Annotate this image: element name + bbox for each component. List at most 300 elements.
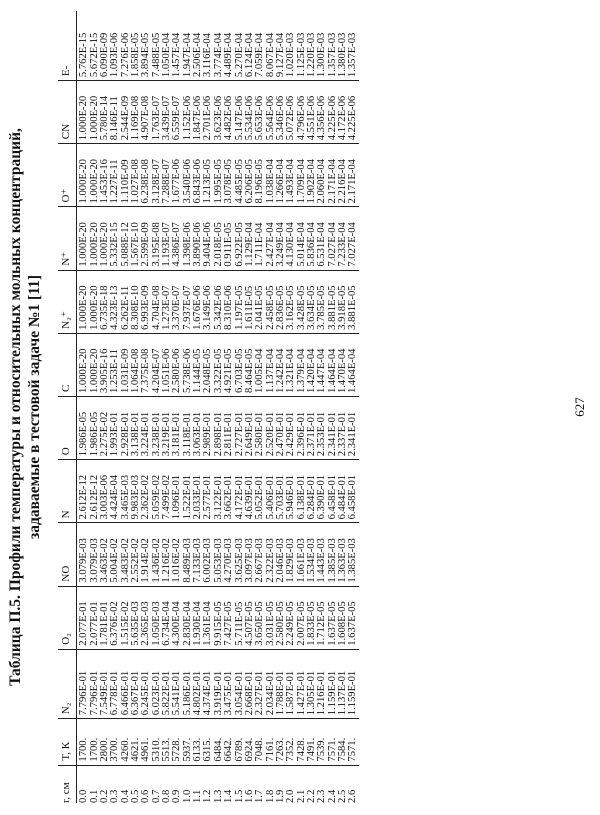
table-cell: 5.147E-06: [235, 81, 245, 144]
table-cell: 2.727E-01: [235, 397, 245, 460]
table-cell: 1.534E-03: [307, 523, 317, 586]
table-cell: 6.124E-04: [245, 11, 255, 81]
table-cell: 1.020E-03: [286, 11, 296, 81]
table-cell: 1.000E-20: [77, 333, 90, 396]
table-cell: 3.078E-05: [224, 144, 234, 207]
table-cell: 4.507E-05: [245, 586, 255, 649]
table-cell: 1.300E-03: [317, 11, 327, 81]
table-cell: 3.003E-06: [100, 460, 110, 523]
table-cell: 7571.: [328, 719, 338, 765]
table-cell: 2.577E-01: [203, 460, 213, 523]
table-cell: 6.559E-07: [172, 81, 182, 144]
table-cell: 4.374E-01: [203, 649, 213, 719]
table-cell: 2.216E-04: [338, 144, 348, 207]
table-cell: 4.802E-01: [193, 649, 203, 719]
table-cell: 7263.: [276, 719, 286, 765]
table-cell: 1.711E-04: [255, 207, 265, 270]
table-cell: 8.310E-06: [224, 270, 234, 333]
table-cell: 7.796E-01: [90, 649, 100, 719]
table-cell: 2.811E-01: [224, 397, 234, 460]
table-cell: 6.458E-01: [328, 460, 338, 523]
table-cell: 3.149E-06: [203, 270, 213, 333]
table-cell: 2.506E-04: [193, 11, 203, 81]
table-cell: 1.000E-20: [90, 333, 100, 396]
table-cell: 2.034E-01: [266, 649, 276, 719]
table-cell: 3.540E-06: [183, 144, 193, 207]
table-cell: 2.701E-06: [203, 81, 213, 144]
table-cell: 0.9: [171, 789, 183, 803]
table-cell: 5.822E-01: [162, 649, 172, 719]
table-cell: 4.172E-06: [338, 81, 348, 144]
table-cell: 3.439E-07: [162, 81, 172, 144]
table-cell: 1.357E-03: [348, 11, 358, 81]
table-cell: 2.371E-01: [307, 397, 317, 460]
table-cell: 2.033E-01: [193, 460, 203, 523]
table-cell: 1.902E-04: [307, 144, 317, 207]
table-cell: 1.159E-01: [348, 649, 358, 719]
table-cell: 5.072E-06: [286, 81, 296, 144]
column-header: N⁺: [58, 207, 77, 270]
table-cell: 2.470E-01: [276, 397, 286, 460]
table-cell: 6.531E-04: [317, 207, 327, 270]
table-body: [77, 11, 359, 803]
table-cell: 6.735E-18: [100, 270, 110, 333]
table-row: [348, 11, 358, 803]
table-cell: 1.763E-07: [152, 81, 162, 144]
table-cell: 1.000E-20: [90, 144, 100, 207]
table-cell: 1.587E-01: [286, 649, 296, 719]
table-cell: 2.649E-01: [245, 397, 255, 460]
table-cell: 2.362E-02: [141, 460, 151, 523]
table-cell: 1.676E-06: [193, 270, 203, 333]
table-cell: 1.129E-04: [245, 207, 255, 270]
table-cell: 1.0: [181, 789, 193, 803]
table-cell: 6.002E-03: [203, 523, 213, 586]
table-cell: 6.238E-08: [141, 144, 151, 207]
table-cell: 7.796E-01: [77, 649, 90, 719]
table-cell: 3.881E-05: [328, 270, 338, 333]
table-cell: 6.262E-11: [121, 270, 131, 333]
table-cell: 1.379E-04: [297, 333, 307, 396]
table-cell: 3.634E-05: [307, 270, 317, 333]
table-cell: 1.361E-04: [203, 586, 213, 649]
table-cell: 2.018E-05: [214, 207, 224, 270]
column-header: N₂: [58, 649, 77, 719]
table-cell: 4.485E-05: [235, 144, 245, 207]
table-cell: 3.079E-03: [77, 523, 90, 586]
table-cell: 2.580E-06: [172, 333, 182, 396]
table-cell: 3.249E-04: [276, 207, 286, 270]
table-cell: 2.3: [316, 789, 328, 803]
table-cell: 4.386E-07: [172, 207, 182, 270]
table-row: [224, 11, 234, 803]
table-cell: 6.245E-01: [141, 649, 151, 719]
table-cell: 1.858E-05: [131, 11, 141, 81]
table-cell: 7584.: [338, 719, 348, 765]
table-cell: 2.171E-04: [348, 144, 358, 207]
table-cell: 7048.: [255, 719, 265, 765]
table-cell: 5.014E-04: [297, 207, 307, 270]
table-cell: 0.5: [130, 789, 142, 803]
table-cell: 2.275E-02: [100, 397, 110, 460]
table-cell: 3.138E-01: [131, 397, 141, 460]
title-lead: Таблица П.5.: [7, 595, 24, 686]
table-cell: 7.133E-03: [193, 523, 203, 586]
table-cell: 3.905E-16: [100, 333, 110, 396]
table-cell: 3.224E-01: [141, 397, 151, 460]
table-cell: 0.3: [109, 789, 121, 803]
table-cell: 0.2: [99, 789, 111, 803]
table-cell: 2.249E-05: [286, 586, 296, 649]
table-cell: 1.493E-04: [286, 144, 296, 207]
table-cell: 3.890E-06: [193, 207, 203, 270]
table-cell: 1.213E-05: [203, 144, 213, 207]
table-cell: 1.000E-20: [90, 81, 100, 144]
table-cell: 3.128E-07: [152, 144, 162, 207]
table-cell: 1.833E-05: [307, 586, 317, 649]
table-cell: 6.390E-01: [317, 460, 327, 523]
table-cell: 2.427E-04: [266, 207, 276, 270]
title-text-1: Профили температуры и относительных мольных концентраций,: [7, 128, 24, 592]
table-cell: 1.947E-04: [183, 11, 193, 81]
column-header: E-: [58, 11, 77, 81]
table-cell: 4.639E-01: [245, 460, 255, 523]
table-cell: 7.027E-04: [348, 207, 358, 270]
table-cell: 2.580E-05: [276, 586, 286, 649]
table-cell: 1.110E-09: [121, 144, 131, 207]
table-cell: 6484.: [214, 719, 224, 765]
table-cell: 1.788E-01: [276, 649, 286, 719]
table-cell: 1.453E-16: [100, 144, 110, 207]
table-cell: 5.534E-06: [245, 81, 255, 144]
table-cell: 4.489E-04: [224, 11, 234, 81]
table-cell: 1.637E-05: [348, 586, 358, 649]
table-cell: 1700.: [77, 719, 90, 765]
table-cell: 5.738E-06: [183, 333, 193, 396]
table-cell: 4.323E-13: [110, 270, 120, 333]
table-cell: 7.937E-07: [183, 270, 193, 333]
rotated-page: [0, 11, 600, 803]
table-cell: 3.918E-05: [338, 270, 348, 333]
table-cell: 1.137E-04: [266, 333, 276, 396]
table-cell: 1.677E-06: [172, 144, 182, 207]
table-cell: 2.396E-01: [297, 397, 307, 460]
table-cell: 6133.: [193, 719, 203, 765]
table-cell: 7.233E-04: [338, 207, 348, 270]
table-cell: 2.6: [347, 789, 359, 803]
table-cell: 1.995E-05: [214, 144, 224, 207]
table-row: [77, 11, 90, 803]
table-cell: 1.137E-01: [338, 649, 348, 719]
table-cell: 4.172E-01: [235, 460, 245, 523]
table-cell: 0.1: [88, 789, 100, 803]
table-cell: 3.195E-08: [152, 207, 162, 270]
column-header: O₂: [58, 586, 77, 649]
table-cell: 1.515E-02: [121, 586, 131, 649]
table-cell: 1700.: [90, 719, 100, 765]
table-cell: 6.922E-05: [235, 207, 245, 270]
table-cell: 6.843E-06: [193, 144, 203, 207]
table-cell: 3.238E-01: [152, 397, 162, 460]
table-cell: 3.219E-01: [162, 397, 172, 460]
table-cell: 2.552E-02: [131, 523, 141, 586]
table-cell: 7.499E-02: [162, 460, 172, 523]
table-cell: 1.608E-05: [338, 586, 348, 649]
table-cell: 0.911E-05: [224, 207, 234, 270]
title-line-2: задаваемые в тестовой задаче №1 [11]: [26, 275, 43, 539]
table-cell: 3.118E-01: [183, 397, 193, 460]
table-cell: 1.2: [202, 789, 214, 803]
table-cell: 2.520E-01: [266, 397, 276, 460]
table-cell: 6.138E-01: [297, 460, 307, 523]
table-cell: 1.038E-04: [266, 144, 276, 207]
table-cell: 1.273E-07: [162, 270, 172, 333]
table-cell: 1.000E-20: [77, 81, 90, 144]
table-cell: 3.370E-07: [172, 270, 182, 333]
table-header-row: [58, 11, 77, 803]
page-number: 627: [572, 397, 587, 417]
table-cell: 2.5: [336, 789, 348, 803]
table-cell: 1.829E-03: [286, 523, 296, 586]
table-cell: 3.662E-01: [224, 460, 234, 523]
table-cell: 3.650E-05: [255, 586, 265, 649]
table-cell: 7571.: [348, 719, 358, 765]
table-cell: 8.146E-11: [110, 81, 120, 144]
table-cell: 1.305E-01: [307, 649, 317, 719]
table-cell: 5.672E-15: [90, 11, 100, 81]
table-cell: 6.376E-02: [110, 586, 120, 649]
table-cell: 2.989E-01: [203, 397, 213, 460]
table-cell: 6789.: [235, 719, 245, 765]
table-cell: 5.346E-06: [276, 81, 286, 144]
table-cell: 1.5: [233, 789, 245, 803]
table-cell: 2.612E-12: [77, 460, 90, 523]
table-cell: 5513.: [162, 719, 172, 765]
table-cell: 1.3: [212, 789, 224, 803]
table-cell: 0.8: [161, 789, 173, 803]
table-cell: 9.404E-06: [203, 207, 213, 270]
table-cell: 1.661E-03: [297, 523, 307, 586]
table-cell: 1.847E-06: [193, 81, 203, 144]
table-cell: 3.031E-05: [266, 586, 276, 649]
table-cell: 5.053E-03: [214, 523, 224, 586]
table-cell: 5.342E-06: [214, 270, 224, 333]
table-cell: 1.464E-04: [328, 333, 338, 396]
table-cell: 1.443E-03: [317, 523, 327, 586]
table-cell: 1.050E-04: [162, 11, 172, 81]
table-cell: 6.466E-01: [121, 649, 131, 719]
table-cell: 3.162E-05: [286, 270, 296, 333]
table-cell: 2.365E-03: [141, 586, 151, 649]
table-cell: 6.484E-01: [338, 460, 348, 523]
table-cell: 1.436E-02: [152, 523, 162, 586]
table-cell: 5728.: [172, 719, 182, 765]
table-cell: 5.703E-01: [276, 460, 286, 523]
table-cell: 5.270E-04: [235, 11, 245, 81]
table-cell: 1.522E-01: [183, 460, 193, 523]
table-cell: 7.027E-04: [328, 207, 338, 270]
table-cell: 6.206E-05: [245, 144, 255, 207]
table-cell: 1.050E-03: [152, 586, 162, 649]
table-cell: 1.930E-04: [193, 586, 203, 649]
table-cell: 8.067E-04: [266, 11, 276, 81]
table-cell: 1.000E-20: [90, 270, 100, 333]
table-cell: 3.116E-04: [203, 11, 213, 81]
table-cell: 1.709E-04: [297, 144, 307, 207]
table-cell: 5.088E-12: [121, 207, 131, 270]
table-cell: 4.551E-06: [307, 81, 317, 144]
table-cell: 7.427E-05: [224, 586, 234, 649]
table-cell: 2.668E-01: [245, 649, 255, 719]
table-cell: 3.079E-03: [90, 523, 100, 586]
table-cell: 1.9: [274, 789, 286, 803]
table-cell: 6.703E-05: [235, 333, 245, 396]
table-cell: 1.159E-01: [328, 649, 338, 719]
table-cell: 1.4: [223, 789, 235, 803]
table-cell: 1.464E-04: [348, 333, 358, 396]
table-cell: 1.637E-05: [328, 586, 338, 649]
table-cell: 1.385E-03: [348, 523, 358, 586]
table-cell: 5.541E-01: [172, 649, 182, 719]
column-header: T, К: [58, 719, 77, 765]
table-cell: 4.225E-06: [348, 81, 358, 144]
table-cell: 1.197E-05: [235, 270, 245, 333]
table-cell: 3.181E-01: [172, 397, 182, 460]
table-cell: 1.7: [254, 789, 266, 803]
table-cell: 3.322E-05: [214, 333, 224, 396]
table-cell: 3.881E-05: [348, 270, 358, 333]
table-cell: 2.429E-01: [286, 397, 296, 460]
table-cell: 7.488E-05: [152, 11, 162, 81]
table-cell: 1.427E-01: [297, 649, 307, 719]
table-cell: 2.2: [305, 789, 317, 803]
table-cell: 6642.: [224, 719, 234, 765]
table-cell: 2.458E-05: [266, 270, 276, 333]
table-cell: 7161.: [266, 719, 276, 765]
table-cell: 3.475E-01: [224, 649, 234, 719]
table-cell: 4.225E-06: [328, 81, 338, 144]
table-cell: 5.711E-05: [235, 586, 245, 649]
table-cell: 3.625E-03: [235, 523, 245, 586]
table-cell: 2.327E-01: [255, 649, 265, 719]
table-cell: 1.363E-03: [338, 523, 348, 586]
table-cell: 5.946E-01: [286, 460, 296, 523]
table-cell: 3.774E-04: [214, 11, 224, 81]
table-cell: 2.041E-05: [255, 270, 265, 333]
table-cell: 7.276E-06: [121, 11, 131, 81]
table-cell: 1.1: [192, 789, 204, 803]
table-cell: 2.599E-09: [141, 207, 151, 270]
table-cell: 7.375E-08: [141, 333, 151, 396]
table-cell: 5.186E-01: [183, 649, 193, 719]
table-cell: 2.836E-05: [276, 270, 286, 333]
table-cell: 1.016E-02: [172, 523, 182, 586]
table-cell: 1.220E-03: [307, 11, 317, 81]
table-cell: 1.470E-04: [338, 333, 348, 396]
table-cell: 4.482E-06: [224, 81, 234, 144]
table-cell: 3.894E-05: [141, 11, 151, 81]
table-cell: 1.000E-20: [77, 144, 90, 207]
table-cell: 1.169E-08: [131, 81, 141, 144]
table-cell: 1.611E-05: [245, 270, 255, 333]
table-cell: 1.357E-03: [328, 11, 338, 81]
table-cell: 4961.: [141, 719, 151, 765]
table-cell: 5.004E-02: [110, 523, 120, 586]
table-cell: 7539.: [317, 719, 327, 765]
table-cell: 1.000E-20: [90, 207, 100, 270]
table-cell: 5310.: [152, 719, 162, 765]
table-cell: 3.122E-01: [214, 460, 224, 523]
table-cell: 5.052E-01: [255, 460, 265, 523]
table-cell: 2.1: [295, 789, 307, 803]
table-cell: 6.023E-01: [152, 649, 162, 719]
table-cell: 4.130E-04: [286, 207, 296, 270]
table-row: [255, 11, 265, 803]
table-cell: 5.406E-01: [266, 460, 276, 523]
table-cell: 8.489E-03: [183, 523, 193, 586]
table-cell: 1.457E-04: [172, 11, 182, 81]
table-cell: 2.341E-01: [328, 397, 338, 460]
table-cell: 8.464E-05: [245, 333, 255, 396]
table-cell: 3.465E-03: [121, 460, 131, 523]
table-cell: 1.000E-20: [77, 207, 90, 270]
table-cell: 1.051E-06: [162, 333, 172, 396]
table-cell: 2.060E-04: [317, 144, 327, 207]
table-cell: 3.054E-01: [235, 649, 245, 719]
table-cell: 2.580E-01: [255, 397, 265, 460]
table-cell: 2.928E-01: [121, 397, 131, 460]
table-cell: 7.059E-04: [255, 11, 265, 81]
table-cell: 2.077E-01: [77, 586, 90, 649]
table-cell: 2.667E-03: [255, 523, 265, 586]
column-header: CN: [58, 81, 77, 144]
table-cell: 2.353E-01: [317, 397, 327, 460]
table-cell: 2.830E-04: [183, 586, 193, 649]
table-cell: 6.778E-01: [110, 649, 120, 719]
table-cell: 1.216E-01: [317, 649, 327, 719]
table-cell: 4.424E-04: [110, 460, 120, 523]
table-cell: 4.921E-05: [224, 333, 234, 396]
table-cell: 1.986E-05: [90, 397, 100, 460]
table-cell: 6.284E-01: [307, 460, 317, 523]
table-cell: 4.204E-07: [152, 333, 162, 396]
table-cell: 6315.: [203, 719, 213, 765]
table-cell: 2.322E-03: [266, 523, 276, 586]
column-header: N: [58, 460, 77, 523]
data-table: [58, 11, 359, 803]
table-cell: 6924.: [245, 719, 255, 765]
table-cell: 1.216E-02: [162, 523, 172, 586]
table-cell: 1.000E-20: [100, 207, 110, 270]
table-cell: 2.341E-01: [348, 397, 358, 460]
table-cell: 2.4: [326, 789, 338, 803]
column-header: O⁺: [58, 144, 77, 207]
table-cell: 1.712E-05: [317, 586, 327, 649]
table-cell: 5.836E-04: [307, 207, 317, 270]
table-cell: 6.734E-04: [162, 586, 172, 649]
table-cell: 7428.: [297, 719, 307, 765]
table-cell: 1.380E-03: [338, 11, 348, 81]
table-cell: 1.125E-03: [297, 11, 307, 81]
table-cell: 1.914E-02: [141, 523, 151, 586]
table-cell: 6.993E-09: [141, 270, 151, 333]
table-cell: 9.127E-04: [276, 11, 286, 81]
column-header: C: [58, 333, 77, 396]
table-cell: 1.420E-04: [307, 333, 317, 396]
title-line-1: [6, 11, 25, 803]
table-cell: 9.915E-05: [214, 586, 224, 649]
table-cell: 4.356E-06: [317, 81, 327, 144]
